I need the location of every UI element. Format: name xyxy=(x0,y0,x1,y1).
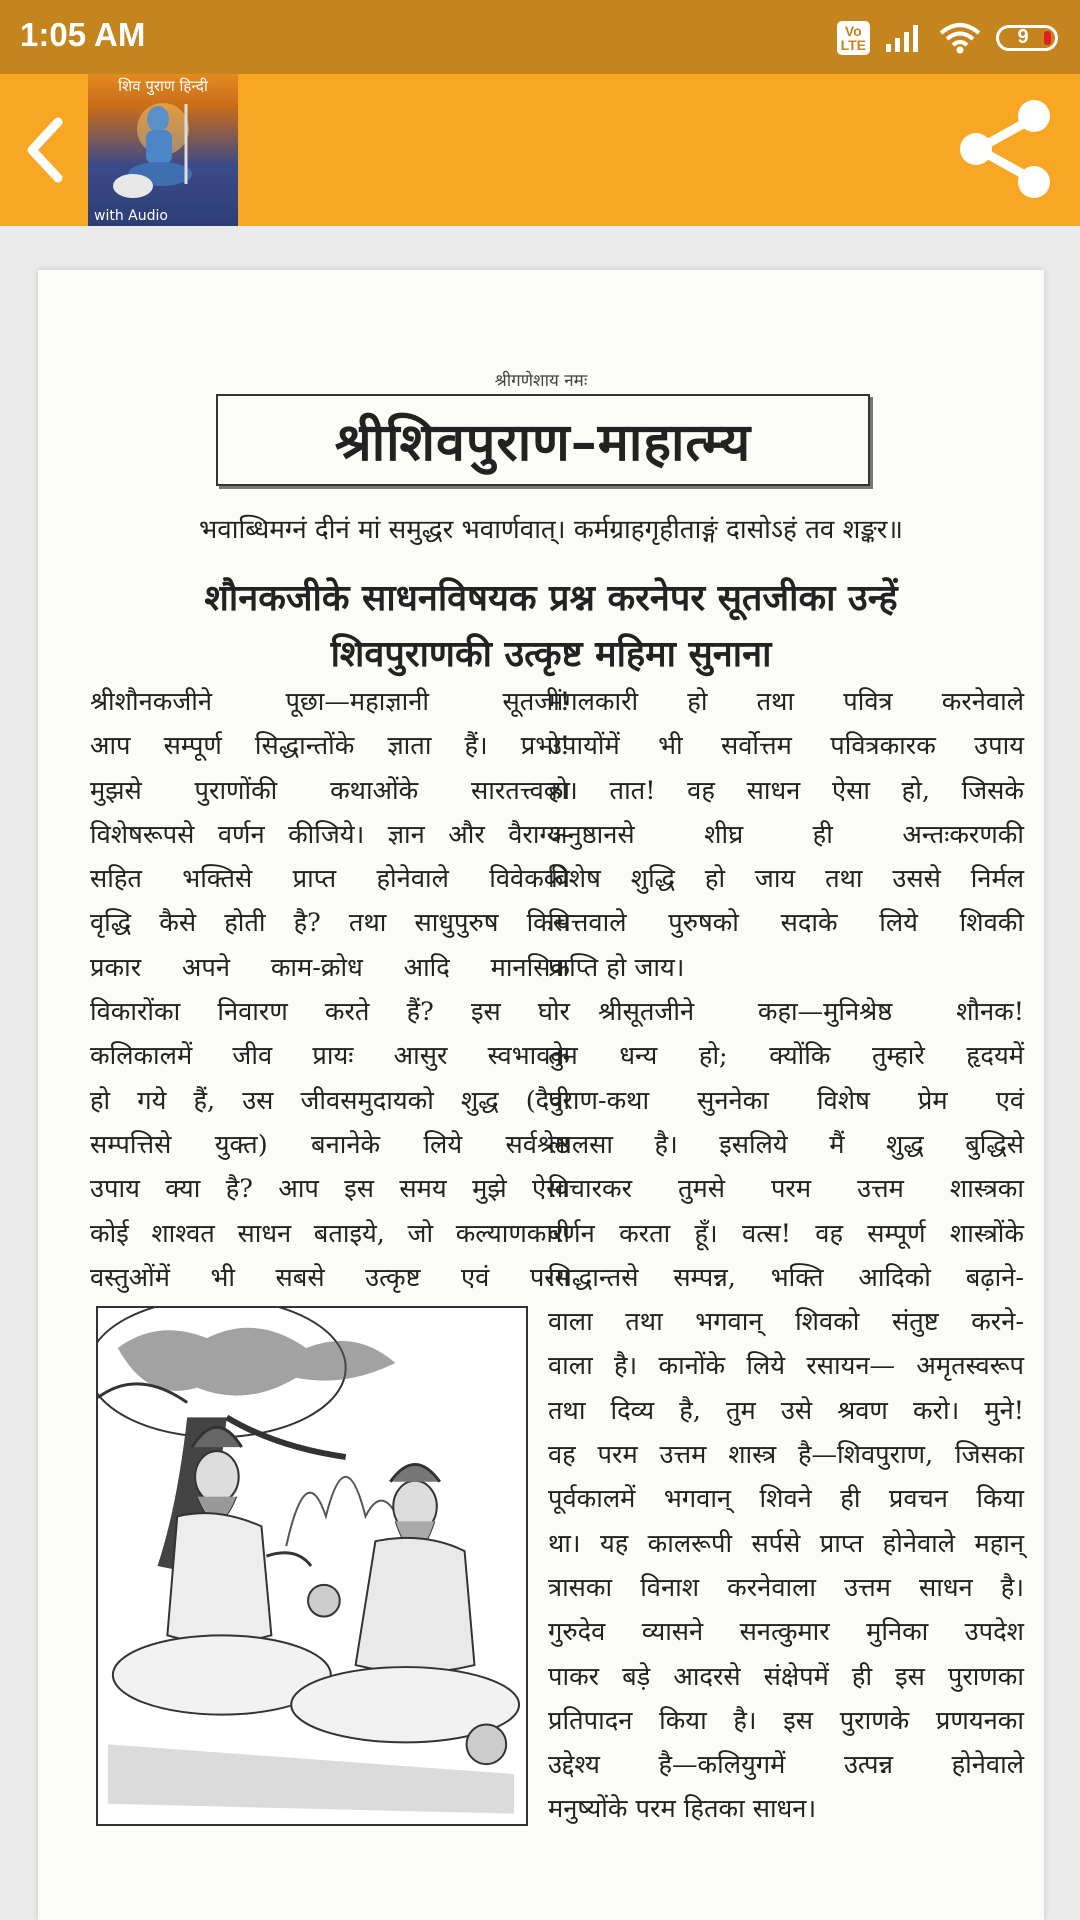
text-line: उद्देश्य है—कलियुगमें उत्पन्न होनेवाले xyxy=(548,1750,1024,1781)
text-line: था। यह कालरूपी सर्पसे प्राप्त होनेवाले महान् xyxy=(548,1528,1024,1559)
text-line: वाला है। कानोंके लिये रसायन— अमृतस्वरूप xyxy=(548,1351,1024,1382)
status-bar xyxy=(0,0,1080,74)
text-line: मंगलकारी हो तथा पवित्र करनेवाले xyxy=(548,687,1024,717)
status-time: 1:05 AM xyxy=(20,16,146,53)
text-line: पूर्वकालमें भगवान् शिवने ही प्रवचन किया xyxy=(548,1484,1024,1515)
text-line: प्रकार अपने काम-क्रोध आदि मानसिक xyxy=(90,952,570,983)
volte-icon: Vo LTE xyxy=(837,21,870,55)
text-line: हो। तात! वह साधन ऐसा हो, जिसके xyxy=(548,775,1024,806)
text-line: गुरुदेव व्यासने सनत्कुमार मुनिका उपदेश xyxy=(548,1617,1024,1648)
text-line: वह परम उत्तम शास्त्र है—शिवपुराण, जिसका xyxy=(548,1440,1024,1471)
text-line: उपायोंमें भी सर्वोत्तम पवित्रकारक उपाय xyxy=(548,731,1024,762)
text-line: प्रतिपादन किया है। इस पुराणके प्रणयनका xyxy=(548,1705,1024,1736)
text-line: आप सम्पूर्ण सिद्धान्तोंके ज्ञाता हैं। प्रभो! xyxy=(90,731,570,762)
signal-icon xyxy=(884,22,924,54)
text-line: पुराण-कथा सुननेका विशेष प्रेम एवं xyxy=(548,1085,1024,1116)
wifi-icon xyxy=(938,21,982,55)
text-line: कोई शाश्वत साधन बताइये, जो कल्याणकारी xyxy=(90,1218,570,1249)
text-line: तथा दिव्य है, तुम उसे श्रवण करो। मुने! xyxy=(548,1395,1024,1426)
text-line: सहित भक्तिसे प्राप्त होनेवाले विवेककी xyxy=(90,864,570,895)
title-box xyxy=(216,394,870,486)
left-column xyxy=(90,680,570,1300)
app-logo xyxy=(88,74,238,226)
share-icon[interactable] xyxy=(950,94,1060,204)
text-line: विशेष शुद्धि हो जाय तथा उससे निर्मल xyxy=(548,864,1024,895)
chapter-heading-line-2: शिवपुराणकी उत्कृष्ट महिमा सुनाना xyxy=(330,633,772,675)
battery-level: 9 xyxy=(1017,26,1029,48)
text-line: सिद्धान्तसे सम्पन्न, भक्ति आदिको बढ़ाने- xyxy=(548,1262,1024,1293)
text-line: लालसा है। इसलिये मैं शुद्ध बुद्धिसे xyxy=(548,1129,1024,1160)
text-line: त्रासका विनाश करनेवाला उत्तम साधन है। xyxy=(548,1572,1024,1603)
scripture-page xyxy=(38,270,1044,1920)
sages-illustration xyxy=(96,1306,528,1826)
text-line: सम्पत्तिसे युक्त) बनानेके लिये सर्वश्रेष्ठ xyxy=(90,1129,570,1160)
logo-title: शिव पुराण हिन्दी xyxy=(118,77,208,95)
text-line: उपाय क्या है? आप इस समय मुझे ऐसा xyxy=(90,1174,570,1205)
chapter-heading xyxy=(98,570,1004,682)
text-line: चित्तवाले पुरुषको सदाके लिये शिवकी xyxy=(548,908,1024,939)
shiva-figure-icon xyxy=(88,74,238,226)
text-line: प्राप्ति हो जाय। xyxy=(548,952,685,983)
back-chevron-icon[interactable] xyxy=(18,112,74,188)
battery-fill xyxy=(1044,31,1051,45)
text-line: विकारोंका निवारण करते हैं? इस घोर xyxy=(90,997,570,1028)
shloka: भवाब्धिमग्नं दीनं मां समुद्धर भवार्णवात्। कर्मग्राहगृहीताङ्गं दासोऽहं तव शङ्कर॥ xyxy=(198,515,903,545)
text-line: विशेषरूपसे वर्णन कीजिये। ज्ञान और वैराग्य- xyxy=(90,819,570,850)
page-invocation: श्रीगणेशाय नमः xyxy=(494,371,588,391)
text-line: वर्णन करता हूँ। वत्स! वह सम्पूर्ण शास्त्रोंके xyxy=(548,1218,1024,1249)
right-column xyxy=(548,680,1024,1832)
logo-subtitle: with Audio xyxy=(94,208,168,224)
status-icons xyxy=(837,18,1058,58)
text-line: मनुष्योंके परम हितका साधन। xyxy=(548,1794,817,1825)
text-line: वृद्धि कैसे होती है? तथा साधुपुरुष किस xyxy=(90,908,570,939)
text-line: तुम धन्य हो; क्योंकि तुम्हारे हृदयमें xyxy=(548,1041,1024,1072)
text-line: हो गये हैं, उस जीवसमुदायको शुद्ध (दैवी xyxy=(90,1085,570,1116)
text-line: अनुष्ठानसे शीघ्र ही अन्तःकरणकी xyxy=(548,819,1024,850)
text-line: वाला तथा भगवान् शिवको संतुष्ट करने- xyxy=(548,1307,1024,1338)
text-line: वस्तुओंमें भी सबसे उत्कृष्ट एवं परम xyxy=(90,1262,570,1293)
text-line: श्रीशौनकजीने पूछा—महाज्ञानी सूतजी! xyxy=(90,687,570,717)
text-line: श्रीसूतजीने कहा—मुनिश्रेष्ठ शौनक! xyxy=(598,997,1024,1028)
chapter-heading-line-1: शौनकजीके साधनविषयक प्रश्न करनेपर सूतजीका उन्हें xyxy=(204,577,898,619)
text-line: कलिकालमें जीव प्रायः आसुर स्वभावके xyxy=(90,1041,570,1072)
page-title: श्रीशिवपुराण–माहात्म्य xyxy=(334,411,752,473)
battery-icon xyxy=(996,25,1058,51)
text-line: मुझसे पुराणोंकी कथाओंके सारतत्त्वका xyxy=(90,775,570,806)
app-bar xyxy=(0,74,1080,226)
text-line: विचारकर तुमसे परम उत्तम शास्त्रका xyxy=(548,1174,1024,1205)
text-line: पाकर बड़े आदरसे संक्षेपमें ही इस पुराणका xyxy=(548,1661,1024,1692)
